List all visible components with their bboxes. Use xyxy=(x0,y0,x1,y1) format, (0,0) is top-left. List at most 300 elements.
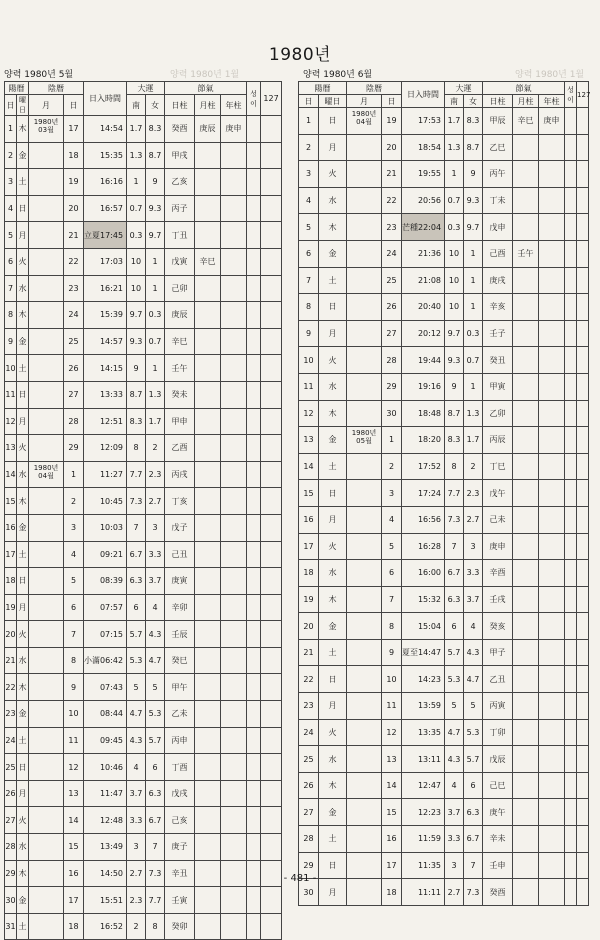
solar-day-cell: 17 xyxy=(299,533,319,560)
lunar-month-cell xyxy=(29,807,64,834)
weekday-cell: 木 xyxy=(17,116,29,143)
daeun-female-cell: 8 xyxy=(146,913,165,940)
daeun-male-cell: 0.7 xyxy=(127,195,146,222)
sun-entry-time-cell: 16:57 xyxy=(84,195,127,222)
lunar-day-cell: 9 xyxy=(382,639,402,666)
day-pillar-cell: 癸卯 xyxy=(165,913,195,940)
daeun-male-cell: 1.3 xyxy=(127,142,146,169)
daeun-female-cell: 0.7 xyxy=(146,328,165,355)
lunar-day-cell: 21 xyxy=(382,161,402,188)
year-pillar-cell xyxy=(221,568,247,595)
day-pillar-cell: 丙子 xyxy=(165,195,195,222)
daeun-male-cell: 7.7 xyxy=(127,461,146,488)
solar-day-cell: 19 xyxy=(299,586,319,613)
month-pillar-cell xyxy=(195,727,221,754)
lunar-day-cell: 13 xyxy=(382,746,402,773)
extra-a-cell xyxy=(565,533,577,560)
extra-a-cell xyxy=(247,116,261,143)
lunar-day-cell: 18 xyxy=(382,879,402,906)
solar-day-cell: 13 xyxy=(5,435,17,462)
sun-entry-time-cell: 11:11 xyxy=(402,879,445,906)
lunar-day-cell: 16 xyxy=(64,860,84,887)
year-pillar-cell xyxy=(221,302,247,329)
extra-a-cell xyxy=(247,780,261,807)
month-pillar-cell xyxy=(195,435,221,462)
extra-a-cell xyxy=(247,302,261,329)
lunar-day-cell: 22 xyxy=(382,187,402,214)
extra-b-cell xyxy=(577,826,589,853)
extra-a-cell xyxy=(247,541,261,568)
solar-day-cell: 22 xyxy=(5,674,17,701)
weekday-cell: 金 xyxy=(17,701,29,728)
extra-a-cell xyxy=(565,187,577,214)
month-pillar-cell xyxy=(195,647,221,674)
extra-a-cell xyxy=(247,461,261,488)
month-pillar-cell xyxy=(513,506,539,533)
month-pillar-cell xyxy=(513,134,539,161)
solar-day-cell: 9 xyxy=(299,320,319,347)
lunar-month-cell xyxy=(29,780,64,807)
lunar-day-cell: 22 xyxy=(64,248,84,275)
daeun-male-cell: 5 xyxy=(445,693,464,720)
sun-entry-time-cell: 12:48 xyxy=(84,807,127,834)
weekday-cell: 月 xyxy=(17,594,29,621)
calendar-row xyxy=(299,586,589,613)
daeun-female-cell: 9.3 xyxy=(464,187,483,214)
daeun-male-cell: 5.7 xyxy=(445,639,464,666)
weekday-cell: 火 xyxy=(17,435,29,462)
extra-b-cell xyxy=(261,568,282,595)
calendar-row xyxy=(5,248,282,275)
calendar-row xyxy=(5,647,282,674)
month-pillar-cell xyxy=(195,355,221,382)
lunar-day-cell: 18 xyxy=(64,142,84,169)
month-pillar-cell xyxy=(195,780,221,807)
weekday-cell: 土 xyxy=(319,453,347,480)
lunar-day-cell: 20 xyxy=(382,134,402,161)
daeun-male-cell: 8 xyxy=(127,435,146,462)
sun-entry-time-cell: 16:28 xyxy=(402,533,445,560)
solar-day-cell: 16 xyxy=(5,514,17,541)
daeun-female-cell: 4.7 xyxy=(464,666,483,693)
extra-b-cell xyxy=(261,275,282,302)
daeun-male-cell: 8.7 xyxy=(127,381,146,408)
calendar-row xyxy=(5,834,282,861)
daeun-male-cell: 6 xyxy=(445,613,464,640)
weekday-cell: 火 xyxy=(319,719,347,746)
weekday-cell: 月 xyxy=(17,222,29,249)
calendar-row xyxy=(5,328,282,355)
extra-a-cell xyxy=(565,826,577,853)
header-sun-entry: 日入時間 xyxy=(402,82,445,108)
calendar-row xyxy=(299,746,589,773)
solar-day-cell: 5 xyxy=(299,214,319,241)
calendar-row xyxy=(5,195,282,222)
extra-a-cell xyxy=(565,400,577,427)
year-pillar-cell xyxy=(539,134,565,161)
solar-day-cell: 1 xyxy=(5,116,17,143)
lunar-month-cell xyxy=(347,506,382,533)
day-pillar-cell: 乙丑 xyxy=(483,666,513,693)
solar-day-cell: 6 xyxy=(5,248,17,275)
solar-day-cell: 24 xyxy=(5,727,17,754)
lunar-day-cell: 7 xyxy=(64,621,84,648)
weekday-cell: 土 xyxy=(319,267,347,294)
day-pillar-cell: 癸巳 xyxy=(165,647,195,674)
daeun-male-cell: 9 xyxy=(445,373,464,400)
header-female: 女 xyxy=(464,95,483,108)
solar-day-cell: 16 xyxy=(299,506,319,533)
lunar-day-cell: 30 xyxy=(382,400,402,427)
extra-a-cell xyxy=(565,347,577,374)
weekday-cell: 水 xyxy=(17,834,29,861)
solar-day-cell: 3 xyxy=(299,161,319,188)
sun-entry-time-cell: 20:56 xyxy=(402,187,445,214)
header-year-pillar: 年柱 xyxy=(221,95,247,116)
calendar-row xyxy=(299,693,589,720)
solar-day-cell: 7 xyxy=(5,275,17,302)
header-day: 日 xyxy=(299,95,319,108)
daeun-female-cell: 8.7 xyxy=(464,134,483,161)
sun-entry-time-cell: 12:09 xyxy=(84,435,127,462)
header-lunar-day: 日 xyxy=(382,95,402,108)
weekday-cell: 水 xyxy=(17,647,29,674)
lunar-month-cell xyxy=(347,187,382,214)
day-pillar-cell: 丙辰 xyxy=(483,427,513,454)
daeun-female-cell: 5.7 xyxy=(146,727,165,754)
lunar-month-cell xyxy=(29,647,64,674)
extra-a-cell xyxy=(565,373,577,400)
lunar-day-cell: 24 xyxy=(64,302,84,329)
extra-a-cell xyxy=(247,408,261,435)
calendar-row xyxy=(299,294,589,321)
daeun-female-cell: 9 xyxy=(464,161,483,188)
page-title: 1980년 xyxy=(268,45,332,65)
month-pillar-cell xyxy=(195,302,221,329)
month-pillar-cell xyxy=(513,613,539,640)
sun-entry-time-cell: 19:44 xyxy=(402,347,445,374)
solar-day-cell: 27 xyxy=(299,799,319,826)
calendar-row xyxy=(299,108,589,135)
year-pillar-cell xyxy=(221,275,247,302)
extra-b-cell xyxy=(577,108,589,135)
month-pillar-cell xyxy=(513,453,539,480)
extra-b-cell xyxy=(261,754,282,781)
lunar-month-cell xyxy=(347,586,382,613)
lunar-day-cell: 26 xyxy=(64,355,84,382)
year-pillar-cell xyxy=(539,693,565,720)
weekday-cell: 木 xyxy=(319,400,347,427)
extra-b-cell xyxy=(577,267,589,294)
lunar-day-cell: 3 xyxy=(382,480,402,507)
lunar-day-cell: 15 xyxy=(382,799,402,826)
month-pillar-cell xyxy=(513,187,539,214)
daeun-female-cell: 6 xyxy=(464,772,483,799)
month-pillar-cell xyxy=(195,169,221,196)
calendar-row xyxy=(299,320,589,347)
daeun-female-cell: 6.7 xyxy=(146,807,165,834)
extra-b-cell xyxy=(577,214,589,241)
calendar-row xyxy=(299,187,589,214)
lunar-month-cell xyxy=(347,134,382,161)
day-pillar-cell: 辛亥 xyxy=(483,294,513,321)
solar-day-cell: 29 xyxy=(5,860,17,887)
sun-entry-time-cell: 07:15 xyxy=(84,621,127,648)
extra-b-cell xyxy=(261,488,282,515)
month-pillar-cell xyxy=(513,373,539,400)
extra-b-cell xyxy=(261,142,282,169)
lunar-day-cell: 17 xyxy=(382,852,402,879)
calendar-row xyxy=(5,887,282,914)
year-pillar-cell xyxy=(221,674,247,701)
daeun-male-cell: 9.7 xyxy=(127,302,146,329)
left-ghost-caption: 양력 1980년 1월 xyxy=(170,70,240,80)
month-pillar-cell xyxy=(513,826,539,853)
lunar-day-cell: 17 xyxy=(64,887,84,914)
solar-day-cell: 11 xyxy=(299,373,319,400)
calendar-row xyxy=(5,541,282,568)
year-pillar-cell xyxy=(539,347,565,374)
lunar-month-cell xyxy=(347,639,382,666)
daeun-male-cell: 3.3 xyxy=(127,807,146,834)
year-pillar-cell xyxy=(221,435,247,462)
year-pillar-cell xyxy=(539,666,565,693)
calendar-row xyxy=(299,453,589,480)
day-pillar-cell: 戊午 xyxy=(483,480,513,507)
lunar-month-cell: 1980년 04월 xyxy=(29,461,64,488)
solar-day-cell: 26 xyxy=(299,772,319,799)
calendar-row xyxy=(5,435,282,462)
sun-entry-time-cell: 17:03 xyxy=(84,248,127,275)
year-pillar-cell xyxy=(221,514,247,541)
daeun-female-cell: 7 xyxy=(146,834,165,861)
weekday-cell: 水 xyxy=(319,373,347,400)
extra-b-cell xyxy=(261,780,282,807)
daeun-female-cell: 6.7 xyxy=(464,826,483,853)
sun-entry-time-cell: 17:53 xyxy=(402,108,445,135)
month-pillar-cell xyxy=(513,347,539,374)
daeun-male-cell: 8.7 xyxy=(445,400,464,427)
calendar-row xyxy=(5,674,282,701)
header-month: 月 xyxy=(347,95,382,108)
daeun-female-cell: 3 xyxy=(146,514,165,541)
extra-b-cell xyxy=(577,134,589,161)
daeun-male-cell: 10 xyxy=(445,267,464,294)
lunar-month-cell xyxy=(347,799,382,826)
sun-entry-time-cell: 19:55 xyxy=(402,161,445,188)
lunar-day-cell: 12 xyxy=(64,754,84,781)
year-pillar-cell xyxy=(539,320,565,347)
day-pillar-cell: 壬辰 xyxy=(165,621,195,648)
lunar-month-cell xyxy=(29,248,64,275)
header-weekday: 曜日 xyxy=(17,95,29,116)
daeun-female-cell: 7.7 xyxy=(146,887,165,914)
extra-a-cell xyxy=(565,613,577,640)
sun-entry-time-cell: 18:54 xyxy=(402,134,445,161)
day-pillar-cell: 乙亥 xyxy=(165,169,195,196)
lunar-day-cell: 1 xyxy=(64,461,84,488)
solar-day-cell: 31 xyxy=(5,913,17,940)
year-pillar-cell xyxy=(539,560,565,587)
daeun-male-cell: 1.7 xyxy=(127,116,146,143)
daeun-female-cell: 5.7 xyxy=(464,746,483,773)
extra-a-cell xyxy=(565,480,577,507)
lunar-month-cell xyxy=(347,719,382,746)
lunar-month-cell xyxy=(29,435,64,462)
year-pillar-cell xyxy=(221,328,247,355)
header-extra-b: 127 xyxy=(261,82,282,116)
lunar-day-cell: 13 xyxy=(64,780,84,807)
calendar-row xyxy=(299,666,589,693)
sun-entry-time-cell: 立夏17:45 xyxy=(84,222,127,249)
year-pillar-cell xyxy=(221,541,247,568)
extra-b-cell xyxy=(261,621,282,648)
extra-a-cell xyxy=(565,586,577,613)
daeun-male-cell: 6.7 xyxy=(127,541,146,568)
month-pillar-cell xyxy=(513,480,539,507)
extra-b-cell xyxy=(577,666,589,693)
daeun-female-cell: 4.3 xyxy=(464,639,483,666)
lunar-month-cell xyxy=(347,214,382,241)
solar-day-cell: 28 xyxy=(299,826,319,853)
month-pillar-cell xyxy=(513,666,539,693)
daeun-male-cell: 1 xyxy=(445,161,464,188)
year-pillar-cell xyxy=(221,647,247,674)
extra-b-cell xyxy=(261,381,282,408)
month-pillar-cell xyxy=(195,488,221,515)
lunar-day-cell: 10 xyxy=(382,666,402,693)
solar-day-cell: 22 xyxy=(299,666,319,693)
lunar-month-cell: 1980년 03월 xyxy=(29,116,64,143)
sun-entry-time-cell: 07:57 xyxy=(84,594,127,621)
solar-day-cell: 29 xyxy=(299,852,319,879)
day-pillar-cell: 戊子 xyxy=(165,514,195,541)
day-pillar-cell: 辛未 xyxy=(483,826,513,853)
month-pillar-cell: 辛巳 xyxy=(195,248,221,275)
left-table-header xyxy=(5,82,282,116)
month-pillar-cell: 壬午 xyxy=(513,240,539,267)
daeun-male-cell: 10 xyxy=(445,240,464,267)
daeun-female-cell: 0.7 xyxy=(464,347,483,374)
day-pillar-cell: 己丑 xyxy=(165,541,195,568)
extra-b-cell xyxy=(577,320,589,347)
weekday-cell: 日 xyxy=(319,666,347,693)
extra-a-cell xyxy=(565,294,577,321)
day-pillar-cell: 己巳 xyxy=(483,772,513,799)
weekday-cell: 土 xyxy=(17,355,29,382)
month-pillar-cell: 辛巳 xyxy=(513,108,539,135)
day-pillar-cell: 己卯 xyxy=(165,275,195,302)
extra-a-cell xyxy=(565,240,577,267)
solar-day-cell: 18 xyxy=(5,568,17,595)
daeun-male-cell: 2.7 xyxy=(445,879,464,906)
calendar-row xyxy=(5,408,282,435)
year-pillar-cell xyxy=(221,834,247,861)
lunar-day-cell: 23 xyxy=(382,214,402,241)
weekday-cell: 土 xyxy=(319,826,347,853)
lunar-month-cell xyxy=(347,267,382,294)
weekday-cell: 金 xyxy=(319,613,347,640)
weekday-cell: 水 xyxy=(319,746,347,773)
lunar-month-cell xyxy=(29,674,64,701)
year-pillar-cell xyxy=(221,222,247,249)
year-pillar-cell xyxy=(221,807,247,834)
lunar-day-cell: 28 xyxy=(64,408,84,435)
daeun-female-cell: 4.7 xyxy=(146,647,165,674)
extra-b-cell xyxy=(261,834,282,861)
daeun-female-cell: 1 xyxy=(464,294,483,321)
lunar-month-cell xyxy=(29,541,64,568)
calendar-row xyxy=(299,799,589,826)
extra-a-cell xyxy=(247,701,261,728)
sun-entry-time-cell: 15:32 xyxy=(402,586,445,613)
daeun-male-cell: 8.3 xyxy=(127,408,146,435)
right-calendar-table xyxy=(298,81,589,906)
calendar-row xyxy=(5,169,282,196)
month-pillar-cell xyxy=(195,674,221,701)
year-pillar-cell xyxy=(539,719,565,746)
header-weekday: 曜日 xyxy=(319,95,347,108)
month-pillar-cell xyxy=(513,533,539,560)
extra-a-cell xyxy=(247,488,261,515)
extra-a-cell xyxy=(565,560,577,587)
calendar-row xyxy=(5,621,282,648)
lunar-day-cell: 2 xyxy=(382,453,402,480)
weekday-cell: 日 xyxy=(17,381,29,408)
daeun-male-cell: 8 xyxy=(445,453,464,480)
lunar-day-cell: 9 xyxy=(64,674,84,701)
month-pillar-cell xyxy=(513,214,539,241)
year-pillar-cell xyxy=(221,754,247,781)
day-pillar-cell: 壬子 xyxy=(483,320,513,347)
calendar-row xyxy=(5,488,282,515)
extra-a-cell xyxy=(565,772,577,799)
day-pillar-cell: 辛丑 xyxy=(165,860,195,887)
lunar-day-cell: 18 xyxy=(64,913,84,940)
day-pillar-cell: 庚戌 xyxy=(483,267,513,294)
daeun-male-cell: 9 xyxy=(127,355,146,382)
lunar-month-cell xyxy=(347,560,382,587)
weekday-cell: 月 xyxy=(319,879,347,906)
solar-day-cell: 19 xyxy=(5,594,17,621)
day-pillar-cell: 丙午 xyxy=(483,161,513,188)
extra-b-cell xyxy=(577,746,589,773)
month-pillar-cell xyxy=(195,381,221,408)
weekday-cell: 木 xyxy=(17,860,29,887)
solar-day-cell: 11 xyxy=(5,381,17,408)
lunar-month-cell xyxy=(29,514,64,541)
sun-entry-time-cell: 12:47 xyxy=(402,772,445,799)
weekday-cell: 木 xyxy=(17,302,29,329)
left-month-caption: 양력 1980년 5월 xyxy=(4,70,74,80)
sun-entry-time-cell: 13:11 xyxy=(402,746,445,773)
day-pillar-cell: 甲子 xyxy=(483,639,513,666)
weekday-cell: 火 xyxy=(17,248,29,275)
year-pillar-cell xyxy=(539,613,565,640)
header-sun-entry: 日入時間 xyxy=(84,82,127,116)
year-pillar-cell xyxy=(539,586,565,613)
lunar-month-cell xyxy=(29,568,64,595)
month-pillar-cell xyxy=(513,799,539,826)
left-table-body xyxy=(5,116,282,940)
lunar-day-cell: 19 xyxy=(64,169,84,196)
daeun-female-cell: 7.3 xyxy=(146,860,165,887)
header-day: 日 xyxy=(5,95,17,116)
sun-entry-time-cell: 18:48 xyxy=(402,400,445,427)
lunar-day-cell: 5 xyxy=(382,533,402,560)
lunar-day-cell: 17 xyxy=(64,116,84,143)
lunar-month-cell xyxy=(347,746,382,773)
